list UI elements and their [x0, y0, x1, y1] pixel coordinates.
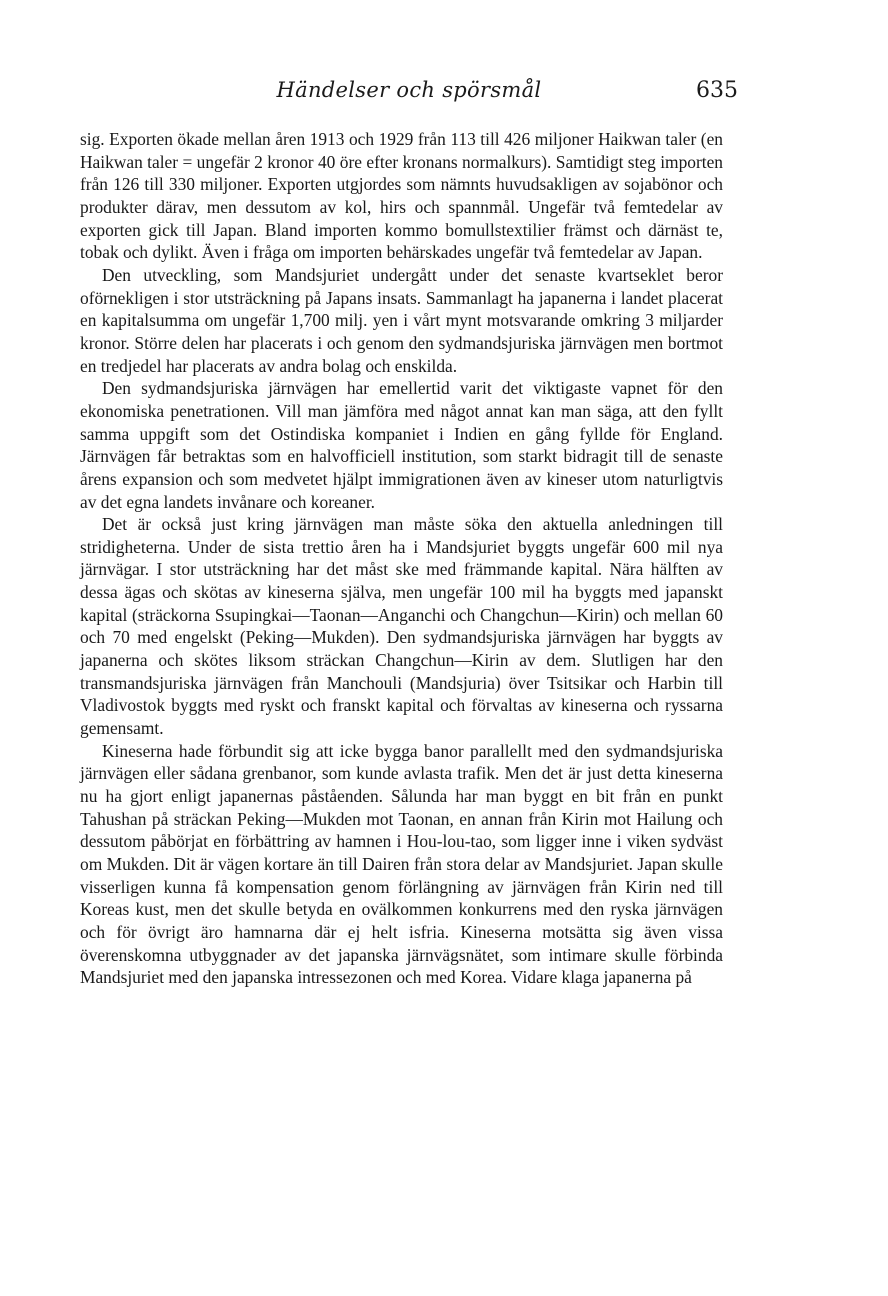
running-head: [80, 78, 738, 110]
paragraph-parallel-lines: Kineserna hade förbundit sig att icke bygga banor parallellt med den sydmandsjuriska järnvägen eller sådana grenbanor, som kunde avlasta trafik. Men det är just detta kineserna nu ha gjort enligt japanernas påståenden. Sålunda har man byggt en bit från en punkt Tahushan på sträckan Peking—Mukden mot Taonan, en annan från Kirin mot Hailung och dessutom påbörjat en förbättring av hamnen i Hou-lou-tao, som ligger inne i viken sydväst om Mukden. Dit är vägen kortare än till Dairen från stora delar av Mandsjuriet. Japan skulle visserligen kunna få kompensation genom förlängning av järnvägen från Kirin ned till Koreas kust, men det skulle betyda en ovälkommen konkurrens med den ryska järnvägen och för övrigt äro hamnarna där ej helt isfria. Kineserna motsätta sig även vissa överenskomna utbyggnader av det japanska järnvägsnätet, som intimare skulle förbinda Mandsjuriet med den japanska intressezonen och med Korea. Vidare klaga japanerna på: [80, 740, 723, 988]
paragraph-continuation: sig. Exporten ökade mellan åren 1913 och 1929 från 113 till 426 miljoner Haikwan taler (en Haikwan taler = ungefär 2 kronor 40 öre efter kronans normalkurs). Samtidigt steg importen från 126 till 330 miljoner. Exporten utgjordes som nämnts huvudsakligen av sojabönor och produkter därav, men dessutom av kol, hirs och spannmål. Ungefär två femtedelar av exporten gick till Japan. Bland importen kommo bomullstextilier främst och därnäst te, tobak och dylikt. Även i fråga om importen behärskades ungefär två femtedelar av Japan.: [80, 129, 723, 263]
running-title: Händelser och spörsmål: [276, 78, 542, 102]
paragraph-railway-weapon: Den sydmandsjuriska järnvägen har emellertid varit det viktigaste vapnet för den ekonomiska penetrationen. Vill man jämföra med något annat kan man säga, att den fyllt samma uppgift som det Ostindiska kompaniet i Indien en gång fyllde för England. Järnvägen får betraktas som en halvofficiell institution, som starkt bidragit till de senaste årens expansion och som medvetet hjälpt immigrationen även av kineser utom naturligtvis av det egna landets invånare och koreaner.: [80, 378, 723, 512]
paragraph-railway-conflict: Det är också just kring järnvägen man måste söka den aktuella anledningen till stridigheterna. Under de sista trettio åren ha i Mandsjuriet byggts ungefär 600 mil nya järnvägar. I stor utsträckning har det måst ske med främmande kapital. Nära hälften av dessa ägas och skötas av kineserna själva, men ungefär 100 mil ha byggts med japanskt kapital (sträckorna Ssupingkai—Taonan—Anganchi och Changchun—Kirin) och mellan 60 och 70 med engelskt (Peking—Mukden). Den sydmandsjuriska järnvägen har byggts av japanerna och skötes liksom sträckan Changchun—Kirin av dem. Slutligen har den transmandsjuriska järnvägen från Manchouli (Mandsjuria) över Tsitsikar och Harbin till Vladivostok byggts med ryskt och franskt kapital och förvaltas av kineserna och ryssarna gemensamt.: [80, 514, 723, 739]
body-text: [80, 128, 723, 989]
page-number: 635: [696, 78, 738, 103]
paragraph-development: Den utveckling, som Mandsjuriet undergått under det senaste kvartseklet beror oförnekligen i stor utsträckning på Japans insats. Sammanlagt ha japanerna i landet placerat en kapitalsumma om ungefär 1,700 milj. yen i vårt mynt motsvarande omkring 3 miljarder kronor. Större delen har placerats i och genom den sydmandsjuriska järnvägen men bortmot en tredjedel har placerats av andra bolag och enskilda.: [80, 264, 723, 376]
